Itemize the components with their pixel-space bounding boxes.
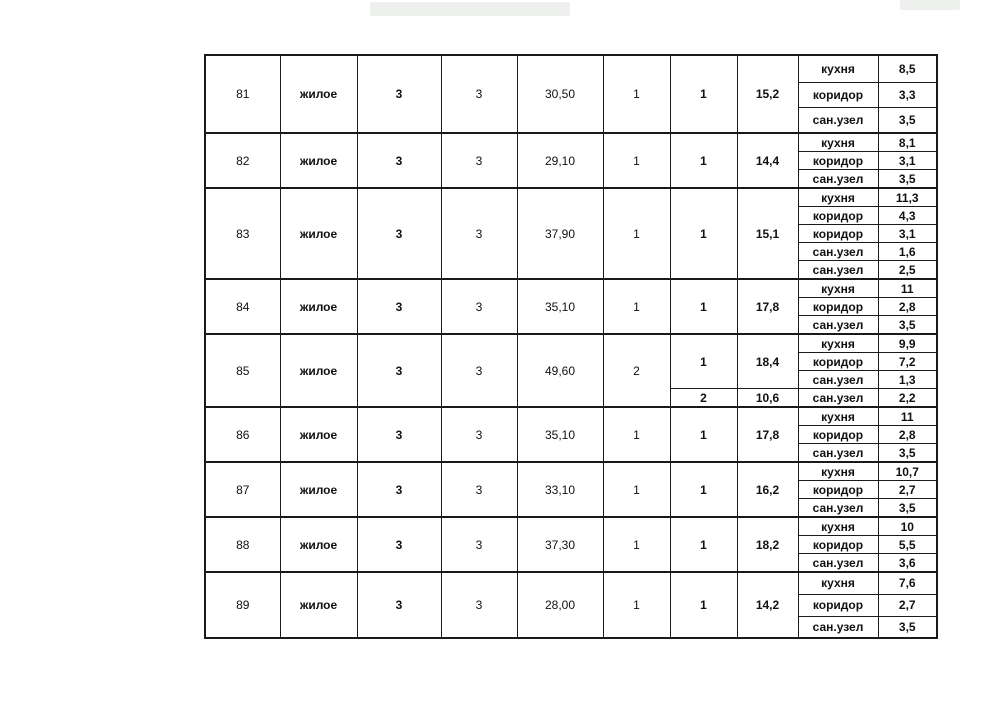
living-room-number-cell: 2 — [670, 389, 737, 408]
table-row — [205, 188, 937, 207]
aux-room-name-cell: сан.узел — [798, 316, 878, 335]
aux-room-name-cell: коридор — [798, 225, 878, 243]
section-cell: 3 — [441, 572, 517, 638]
aux-room-name-cell: коридор — [798, 207, 878, 225]
floor-cell: 3 — [357, 517, 441, 572]
aux-room-name-cell: коридор — [798, 298, 878, 316]
floor-cell: 3 — [357, 279, 441, 334]
rooms-count-cell: 1 — [603, 55, 670, 133]
aux-room-area-cell: 4,3 — [878, 207, 937, 225]
total-area-cell: 30,50 — [517, 55, 603, 133]
floor-cell: 3 — [357, 572, 441, 638]
aux-room-name-cell: кухня — [798, 188, 878, 207]
aux-room-area-cell: 2,7 — [878, 481, 937, 499]
floor-cell: 3 — [357, 334, 441, 407]
section-cell: 3 — [441, 188, 517, 279]
aux-room-name-cell: кухня — [798, 572, 878, 594]
aux-room-area-cell: 8,5 — [878, 55, 937, 82]
section-cell: 3 — [441, 279, 517, 334]
apartment-number-cell: 82 — [205, 133, 280, 188]
aux-room-name-cell: кухня — [798, 55, 878, 82]
living-room-number-cell: 1 — [670, 517, 737, 572]
aux-room-name-cell: сан.узел — [798, 389, 878, 408]
living-room-area-cell: 18,2 — [737, 517, 798, 572]
living-room-area-cell: 17,8 — [737, 279, 798, 334]
total-area-cell: 29,10 — [517, 133, 603, 188]
aux-room-name-cell: сан.узел — [798, 499, 878, 518]
aux-room-area-cell: 10 — [878, 517, 937, 536]
floor-cell: 3 — [357, 55, 441, 133]
aux-room-name-cell: коридор — [798, 426, 878, 444]
total-area-cell: 35,10 — [517, 407, 603, 462]
aux-room-name-cell: кухня — [798, 517, 878, 536]
aux-room-area-cell: 1,6 — [878, 243, 937, 261]
aux-room-name-cell: сан.узел — [798, 616, 878, 638]
premises-type-cell: жилое — [280, 334, 357, 407]
living-room-area-cell: 14,4 — [737, 133, 798, 188]
living-room-area-cell: 10,6 — [737, 389, 798, 408]
premises-type-cell: жилое — [280, 517, 357, 572]
section-cell: 3 — [441, 517, 517, 572]
aux-room-area-cell: 3,1 — [878, 225, 937, 243]
rooms-count-cell: 1 — [603, 517, 670, 572]
apartment-number-cell: 89 — [205, 572, 280, 638]
living-room-area-cell: 16,2 — [737, 462, 798, 517]
section-cell: 3 — [441, 334, 517, 407]
table-row — [205, 517, 937, 536]
aux-room-name-cell: коридор — [798, 481, 878, 499]
aux-room-name-cell: сан.узел — [798, 371, 878, 389]
apartment-number-cell: 88 — [205, 517, 280, 572]
living-room-number-cell: 1 — [670, 334, 737, 389]
apartment-number-cell: 85 — [205, 334, 280, 407]
aux-room-area-cell: 3,5 — [878, 170, 937, 189]
living-room-number-cell: 1 — [670, 188, 737, 279]
rooms-count-cell: 1 — [603, 462, 670, 517]
aux-room-name-cell: сан.узел — [798, 554, 878, 573]
section-cell: 3 — [441, 55, 517, 133]
table-row — [205, 279, 937, 298]
apartment-number-cell: 84 — [205, 279, 280, 334]
rooms-count-cell: 1 — [603, 572, 670, 638]
premises-type-cell: жилое — [280, 133, 357, 188]
aux-room-area-cell: 9,9 — [878, 334, 937, 353]
aux-room-name-cell: коридор — [798, 152, 878, 170]
aux-room-area-cell: 3,5 — [878, 616, 937, 638]
floor-cell: 3 — [357, 462, 441, 517]
aux-room-area-cell: 3,5 — [878, 316, 937, 335]
living-room-area-cell: 14,2 — [737, 572, 798, 638]
living-room-number-cell: 1 — [670, 462, 737, 517]
living-room-area-cell: 18,4 — [737, 334, 798, 389]
aux-room-name-cell: сан.узел — [798, 243, 878, 261]
apartment-register-table — [204, 54, 938, 639]
premises-type-cell: жилое — [280, 279, 357, 334]
aux-room-area-cell: 10,7 — [878, 462, 937, 481]
living-room-number-cell: 1 — [670, 55, 737, 133]
premises-type-cell: жилое — [280, 55, 357, 133]
aux-room-area-cell: 2,8 — [878, 426, 937, 444]
scan-artifact — [370, 2, 570, 16]
rooms-count-cell: 1 — [603, 407, 670, 462]
scan-artifact — [900, 0, 960, 10]
table-row — [205, 334, 937, 353]
apartment-number-cell: 81 — [205, 55, 280, 133]
aux-room-name-cell: коридор — [798, 353, 878, 371]
floor-cell: 3 — [357, 188, 441, 279]
aux-room-area-cell: 11 — [878, 407, 937, 426]
aux-room-area-cell: 11,3 — [878, 188, 937, 207]
aux-room-area-cell: 2,5 — [878, 261, 937, 280]
table-body — [205, 55, 937, 638]
aux-room-name-cell: сан.узел — [798, 170, 878, 189]
apartment-number-cell: 87 — [205, 462, 280, 517]
aux-room-name-cell: кухня — [798, 279, 878, 298]
living-room-number-cell: 1 — [670, 133, 737, 188]
living-room-number-cell: 1 — [670, 279, 737, 334]
aux-room-area-cell: 3,6 — [878, 554, 937, 573]
living-room-area-cell: 17,8 — [737, 407, 798, 462]
rooms-count-cell: 1 — [603, 279, 670, 334]
living-room-number-cell: 1 — [670, 407, 737, 462]
aux-room-name-cell: коридор — [798, 536, 878, 554]
table-row — [205, 133, 937, 152]
aux-room-area-cell: 2,8 — [878, 298, 937, 316]
total-area-cell: 37,90 — [517, 188, 603, 279]
aux-room-name-cell: сан.узел — [798, 107, 878, 133]
rooms-count-cell: 1 — [603, 188, 670, 279]
living-room-area-cell: 15,2 — [737, 55, 798, 133]
aux-room-area-cell: 7,2 — [878, 353, 937, 371]
table-row — [205, 407, 937, 426]
apartment-register-sheet — [204, 54, 936, 639]
total-area-cell: 33,10 — [517, 462, 603, 517]
aux-room-name-cell: коридор — [798, 594, 878, 616]
aux-room-area-cell: 3,5 — [878, 444, 937, 463]
total-area-cell: 35,10 — [517, 279, 603, 334]
premises-type-cell: жилое — [280, 572, 357, 638]
rooms-count-cell: 2 — [603, 334, 670, 407]
aux-room-area-cell: 3,1 — [878, 152, 937, 170]
aux-room-area-cell: 1,3 — [878, 371, 937, 389]
aux-room-area-cell: 2,7 — [878, 594, 937, 616]
aux-room-name-cell: кухня — [798, 334, 878, 353]
rooms-count-cell: 1 — [603, 133, 670, 188]
table-row — [205, 462, 937, 481]
living-room-area-cell: 15,1 — [737, 188, 798, 279]
table-row — [205, 572, 937, 594]
aux-room-name-cell: сан.узел — [798, 444, 878, 463]
section-cell: 3 — [441, 133, 517, 188]
floor-cell: 3 — [357, 407, 441, 462]
aux-room-area-cell: 2,2 — [878, 389, 937, 408]
aux-room-area-cell: 3,3 — [878, 82, 937, 107]
aux-room-area-cell: 3,5 — [878, 499, 937, 518]
total-area-cell: 37,30 — [517, 517, 603, 572]
aux-room-name-cell: кухня — [798, 462, 878, 481]
section-cell: 3 — [441, 462, 517, 517]
aux-room-name-cell: сан.узел — [798, 261, 878, 280]
total-area-cell: 28,00 — [517, 572, 603, 638]
aux-room-area-cell: 3,5 — [878, 107, 937, 133]
aux-room-area-cell: 7,6 — [878, 572, 937, 594]
premises-type-cell: жилое — [280, 188, 357, 279]
living-room-number-cell: 1 — [670, 572, 737, 638]
floor-cell: 3 — [357, 133, 441, 188]
premises-type-cell: жилое — [280, 407, 357, 462]
aux-room-area-cell: 5,5 — [878, 536, 937, 554]
section-cell: 3 — [441, 407, 517, 462]
aux-room-area-cell: 8,1 — [878, 133, 937, 152]
aux-room-name-cell: коридор — [798, 82, 878, 107]
apartment-number-cell: 83 — [205, 188, 280, 279]
premises-type-cell: жилое — [280, 462, 357, 517]
aux-room-name-cell: кухня — [798, 133, 878, 152]
aux-room-area-cell: 11 — [878, 279, 937, 298]
total-area-cell: 49,60 — [517, 334, 603, 407]
aux-room-name-cell: кухня — [798, 407, 878, 426]
apartment-number-cell: 86 — [205, 407, 280, 462]
table-row — [205, 55, 937, 82]
